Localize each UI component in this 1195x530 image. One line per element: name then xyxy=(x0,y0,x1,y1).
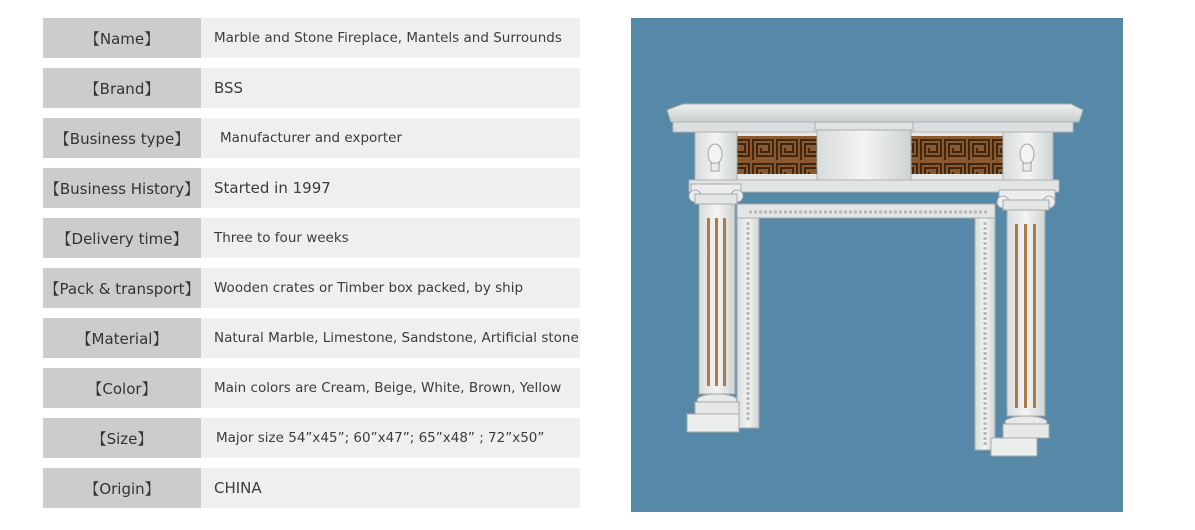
spec-value-business-history: Started in 1997 xyxy=(214,179,331,197)
spec-row-business-type xyxy=(43,118,580,158)
spec-value-color: Main colors are Cream, Beige, White, Brown, Yellow xyxy=(214,380,562,396)
spec-label-name: 【Name】 xyxy=(43,18,201,58)
spec-label-brand: 【Brand】 xyxy=(43,68,201,108)
fireplace-illustration xyxy=(631,18,1123,512)
spec-label-business-history: 【Business History】 xyxy=(43,168,201,208)
spec-label-origin: 【Origin】 xyxy=(43,468,201,508)
spec-row-pack-transport xyxy=(43,268,580,308)
spec-value-size: Major size 54”x45”; 60”x47”; 65”x48” ; 72”x50” xyxy=(216,430,545,446)
spec-label-business-type: 【Business type】 xyxy=(43,118,201,158)
spec-label-delivery-time: 【Delivery time】 xyxy=(43,218,201,258)
spec-row-brand xyxy=(43,68,580,108)
spec-value-material: Natural Marble, Limestone, Sandstone, Artificial stone xyxy=(214,330,579,346)
spec-value-business-type: Manufacturer and exporter xyxy=(220,130,403,146)
spec-value-name: Marble and Stone Fireplace, Mantels and Surrounds xyxy=(214,30,562,46)
spec-label-color: 【Color】 xyxy=(43,368,201,408)
spec-row-delivery-time xyxy=(43,218,580,258)
spec-label-material: 【Material】 xyxy=(43,318,201,358)
spec-value-delivery-time: Three to four weeks xyxy=(214,230,349,246)
spec-row-business-history xyxy=(43,168,580,208)
spec-value-origin: CHINA xyxy=(214,479,262,497)
spec-table xyxy=(43,18,580,518)
product-photo xyxy=(631,18,1123,512)
spec-label-size: 【Size】 xyxy=(43,418,201,458)
spec-row-material xyxy=(43,318,580,358)
spec-value-pack-transport: Wooden crates or Timber box packed, by ship xyxy=(214,280,524,296)
spec-value-brand: BSS xyxy=(214,79,244,97)
spec-row-size xyxy=(43,418,580,458)
spec-label-pack-transport: 【Pack & transport】 xyxy=(43,268,201,308)
spec-row-name xyxy=(43,18,580,58)
spec-row-color xyxy=(43,368,580,408)
spec-row-origin xyxy=(43,468,580,508)
